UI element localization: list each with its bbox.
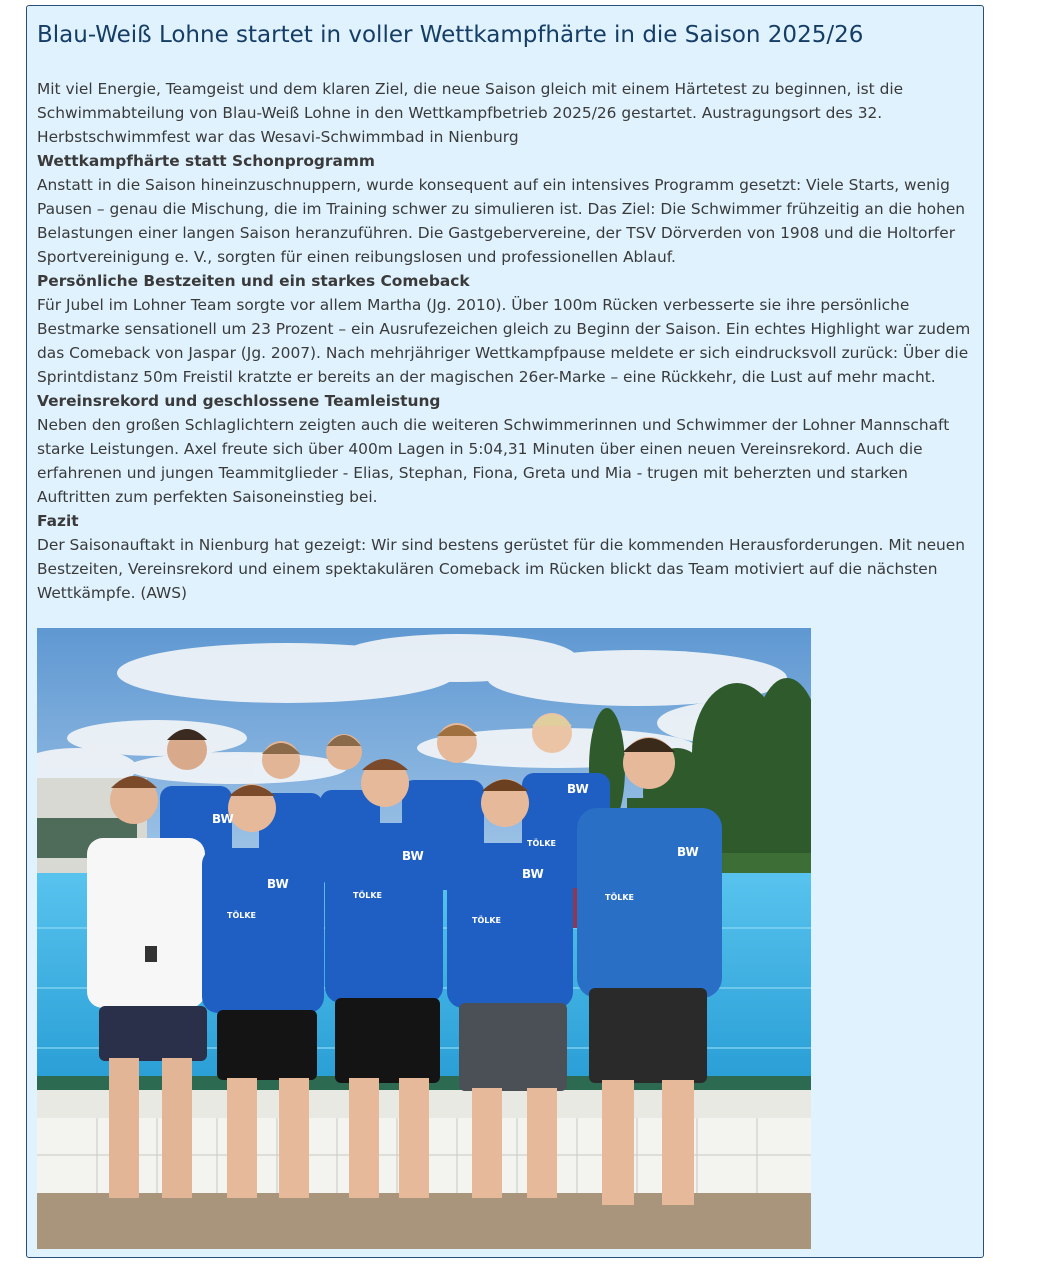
section-text: Anstatt in die Saison hineinzuschnuppern, wurde konsequent auf ein intensives Programm gesetzt: Viele Starts, wenig Pausen – genau die Mischung, die im Training schwer zu simulieren ist. Das Ziel: Die Schwimmer frühzeitig an die hohen Belastungen einer langen Saison heranzuführen. Die Gastgebervereine, der TSV Dörverden von 1908 und die Holtorfer Sportvereinigung e. V., sorgten für einen reibungslosen und professionellen Ablauf. (37, 176, 966, 266)
svg-text:BW: BW (522, 867, 544, 881)
svg-text:BW: BW (212, 812, 234, 826)
article-title: Blau-Weiß Lohne startet in voller Wettkampfhärte in die Saison 2025/26 (37, 22, 864, 48)
svg-text:BW: BW (267, 877, 289, 891)
section-text: Für Jubel im Lohner Team sorgte vor allem Martha (Jg. 2010). Über 100m Rücken verbesserte sie ihre persönliche Bestmarke sensationell um 23 Prozent – ein Ausrufezeichen gleich zu Beginn der Saison. Ein echtes Highlight war zudem das Comeback von Jaspar (Jg. 2007). Nach mehrjähriger Wettkampfpause meldete er sich eindrucksvoll zurück: Über die Sprintdistanz 50m Freistil kratzte er bereits an der magischen 26er-Marke – eine Rückkehr, die Lust auf mehr macht. (37, 296, 971, 386)
section-heading: Vereinsrekord und geschlossene Teamleistung (37, 392, 441, 410)
section-heading: Wettkampfhärte statt Schonprogramm (37, 152, 375, 170)
svg-text:BW: BW (567, 782, 589, 796)
section-heading: Fazit (37, 512, 79, 530)
svg-text:BW: BW (677, 845, 699, 859)
svg-text:TÖLKE: TÖLKE (527, 839, 557, 848)
svg-text:TÖLKE: TÖLKE (472, 916, 502, 925)
article-body (37, 77, 977, 605)
team-photo (37, 628, 811, 1249)
section-text: Der Saisonauftakt in Nienburg hat gezeigt: Wir sind bestens gerüstet für die kommenden Herausforderungen. Mit neuen Bestzeiten, Vereinsrekord und einem spektakulären Comeback im Rücken blickt das Team motiviert auf die nächsten Wettkämpfe. (AWS) (37, 536, 966, 602)
section-text: Neben den großen Schlaglichtern zeigten auch die weiteren Schwimmerinnen und Schwimmer der Lohner Mannschaft starke Leistungen. Axel freute sich über 400m Lagen in 5:04,31 Minuten über einen neuen Vereinsrekord. Auch die erfahrenen und jungen Teammitglieder - Elias, Stephan, Fiona, Greta und Mia - trugen mit beherzten und starken Auftritten zum perfekten Saisoneinstieg bei. (37, 416, 950, 506)
ground (37, 1193, 811, 1249)
article-box (26, 5, 984, 1258)
svg-text:TÖLKE: TÖLKE (353, 891, 383, 900)
section-heading: Persönliche Bestzeiten und ein starkes Comeback (37, 272, 470, 290)
article-intro: Mit viel Energie, Teamgeist und dem klaren Ziel, die neue Saison gleich mit einem Härtetest zu beginnen, ist die Schwimmabteilung von Blau-Weiß Lohne in den Wettkampfbetrieb 2025/26 gestartet. Austragungsort des 32. Herbstschwimmfest war das Wesavi-Schwimmbad in Nienburg (37, 80, 904, 146)
svg-text:BW: BW (402, 849, 424, 863)
svg-text:TÖLKE: TÖLKE (227, 911, 257, 920)
svg-text:TÖLKE: TÖLKE (605, 893, 635, 902)
